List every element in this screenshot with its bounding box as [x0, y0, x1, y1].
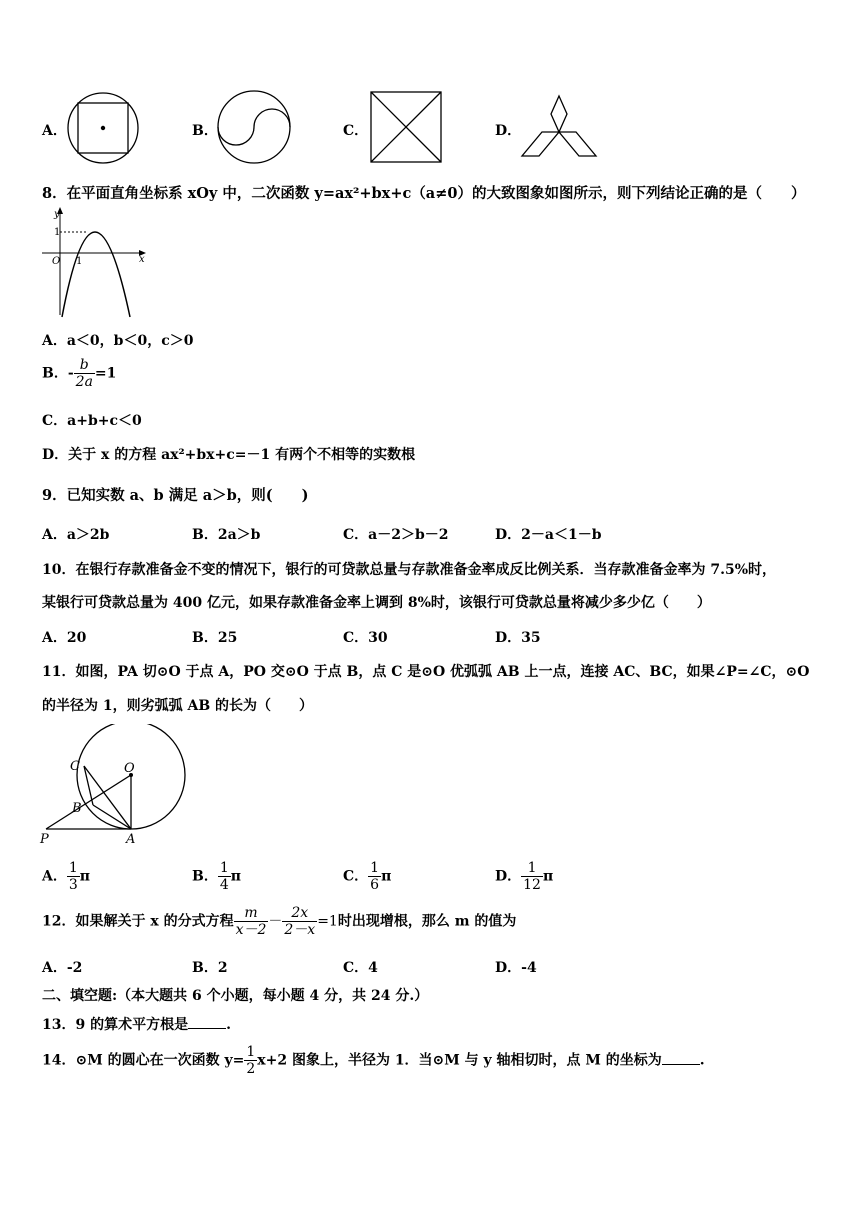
q12-equals: =1 — [317, 913, 338, 930]
q8-graph-origin-label: O — [52, 256, 61, 267]
q11-label-o: O — [124, 761, 135, 776]
q11-label-b: B — [72, 801, 82, 816]
q11-option-a-fraction — [67, 860, 80, 893]
q11-option-b-pi: π — [230, 868, 242, 885]
q9-question-text: 9．已知实数 a、b 满足 a＞b，则( ) — [42, 487, 309, 504]
q7-figure-b-yin-yang — [215, 89, 293, 165]
q8-option-c: C．a+b+c＜0 — [42, 413, 142, 429]
q14-end: . — [699, 1052, 705, 1069]
q8-option-b-numerator: b — [74, 357, 95, 374]
q8-option-d: D．关于 x 的方程 ax²+bx+c=－1 有两个不相等的实数根 — [42, 447, 416, 463]
q11-option-b-num: 1 — [219, 860, 229, 876]
q10-question-line-1: 10．在银行存款准备金不变的情况下，银行的可贷款总量与存款准备金率成反比例关系．当存款准备金率为 7.5%时， — [42, 562, 777, 578]
q11-option-c-prefix: C． — [343, 868, 369, 885]
q8-option-b-fraction — [74, 357, 95, 390]
q12-option-d: D．-4 — [495, 960, 537, 976]
q14-fraction — [244, 1044, 257, 1077]
q11-option-c-pi: π — [381, 868, 392, 885]
q11-label-p: P — [40, 832, 49, 847]
section-2-heading: 二、填空题:（本大题共 6 个小题，每小题 4 分，共 24 分.） — [42, 988, 429, 1004]
q10-question-line-2: 某银行可贷款总量为 400 亿元，如果存款准备金率上调到 8%时，该银行可贷款总量将减少多少亿（ ） — [42, 595, 711, 611]
q11-option-d-num: 1 — [521, 860, 543, 877]
q11-option-d-fraction — [521, 860, 543, 893]
q11-option-d-prefix: D． — [495, 868, 522, 885]
q7-option-d-label: D． — [495, 123, 522, 139]
q11-option-b-den: 4 — [219, 877, 229, 893]
q11-label-c: C — [70, 759, 80, 774]
q8-option-a: A．a＜0，b＜0，c＞0 — [42, 333, 194, 349]
q7-option-b-label: B． — [192, 123, 218, 139]
q7-option-c-label: C． — [343, 123, 369, 139]
q11-question-line-2: 的半径为 1，则劣弧弧 AB 的长为（ ） — [42, 698, 314, 714]
q12-fraction-2 — [282, 905, 317, 938]
q8-parabola-graph — [42, 205, 152, 320]
q8-graph-y-one-label: 1 — [54, 227, 61, 238]
q14-question — [42, 1044, 705, 1077]
q11-option-d-den: 12 — [523, 877, 541, 893]
q11-option-a-num: 1 — [68, 860, 78, 876]
q11-option-b-prefix: B． — [192, 868, 218, 885]
q7-option-a-label: A． — [42, 123, 67, 139]
q11-option-a-den: 3 — [68, 877, 78, 893]
q7-figure-c-square-diagonals — [369, 90, 443, 164]
q11-option-c-fraction — [368, 860, 381, 893]
q8-option-b-prefix: B．- — [42, 365, 74, 382]
q10-option-a: A．20 — [42, 630, 87, 646]
q13-question — [42, 1014, 231, 1034]
q11-option-d — [495, 860, 553, 893]
q12-fraction-1-num: m — [234, 905, 269, 922]
q10-option-d: D．35 — [495, 630, 541, 646]
q12-fraction-2-den: 2－x — [284, 922, 316, 938]
q11-option-c-num: 1 — [370, 860, 380, 876]
q8-option-b — [42, 357, 116, 390]
q13-answer-blank[interactable] — [188, 1016, 226, 1029]
q11-option-a — [42, 860, 90, 893]
q9-option-b: B．2a＞b — [192, 527, 261, 543]
q14-den: 2 — [246, 1061, 256, 1077]
q8-graph-x-one-label: 1 — [76, 256, 83, 267]
q12-option-c: C．4 — [343, 960, 378, 976]
q12-fraction-2-num: 2x — [282, 905, 317, 922]
q12-prefix: 12．如果解关于 x 的分式方程 — [42, 913, 234, 930]
q14-num: 1 — [246, 1044, 256, 1060]
q14-prefix: 14．⊙M 的圆心在一次函数 y= — [42, 1052, 245, 1069]
q9-option-a: A．a＞2b — [42, 527, 110, 543]
q10-option-c: C．30 — [343, 630, 388, 646]
q11-option-a-pi: π — [79, 868, 91, 885]
q11-circle-tangent-figure — [38, 724, 188, 848]
q8-option-b-denominator: 2a — [75, 374, 93, 390]
q11-option-d-pi: π — [542, 868, 554, 885]
q12-option-b: B．2 — [192, 960, 228, 976]
q8-question-text: 8．在平面直角坐标系 xOy 中，二次函数 y=ax²+bx+c（a≠0）的大致图象如图所示，则下列结论正确的是（ ） — [42, 185, 806, 202]
q8-option-b-suffix: =1 — [94, 365, 117, 382]
q8-graph-x-label: x — [139, 254, 145, 265]
q13-end: . — [226, 1017, 231, 1033]
q13-text: 13．9 的算术平方根是 — [42, 1017, 189, 1033]
q14-answer-blank[interactable] — [662, 1052, 700, 1065]
q11-label-a: A — [126, 832, 136, 847]
q12-option-a: A．-2 — [42, 960, 83, 976]
q12-minus: － — [268, 913, 283, 930]
q9-option-c: C．a－2＞b－2 — [343, 527, 449, 543]
q12-fraction-1 — [234, 905, 269, 938]
q9-option-d: D．2－a＜1－b — [495, 527, 602, 543]
q12-fraction-1-den: x－2 — [235, 922, 267, 938]
q12-question — [42, 905, 516, 938]
q7-figure-a-circle-square — [66, 91, 140, 165]
q11-option-b-fraction — [218, 860, 231, 893]
q10-option-b: B．25 — [192, 630, 238, 646]
q14-suffix: x+2 图象上，半径为 1．当⊙M 与 y 轴相切时，点 M 的坐标为 — [257, 1052, 662, 1069]
q8-graph-y-label: y — [54, 209, 60, 220]
q12-suffix: 时出现增根，那么 m 的值为 — [337, 913, 517, 930]
q11-option-c — [343, 860, 391, 893]
q11-option-a-prefix: A． — [42, 868, 67, 885]
q11-option-b — [192, 860, 241, 893]
q11-question-line-1: 11．如图，PA 切⊙O 于点 A，PO 交⊙O 于点 B，点 C 是⊙O 优弧弧 AB 上一点，连接 AC、BC，如果∠P=∠C，⊙O — [42, 664, 810, 680]
q7-figure-d-three-diamonds — [518, 94, 600, 160]
q11-option-c-den: 6 — [370, 877, 380, 893]
